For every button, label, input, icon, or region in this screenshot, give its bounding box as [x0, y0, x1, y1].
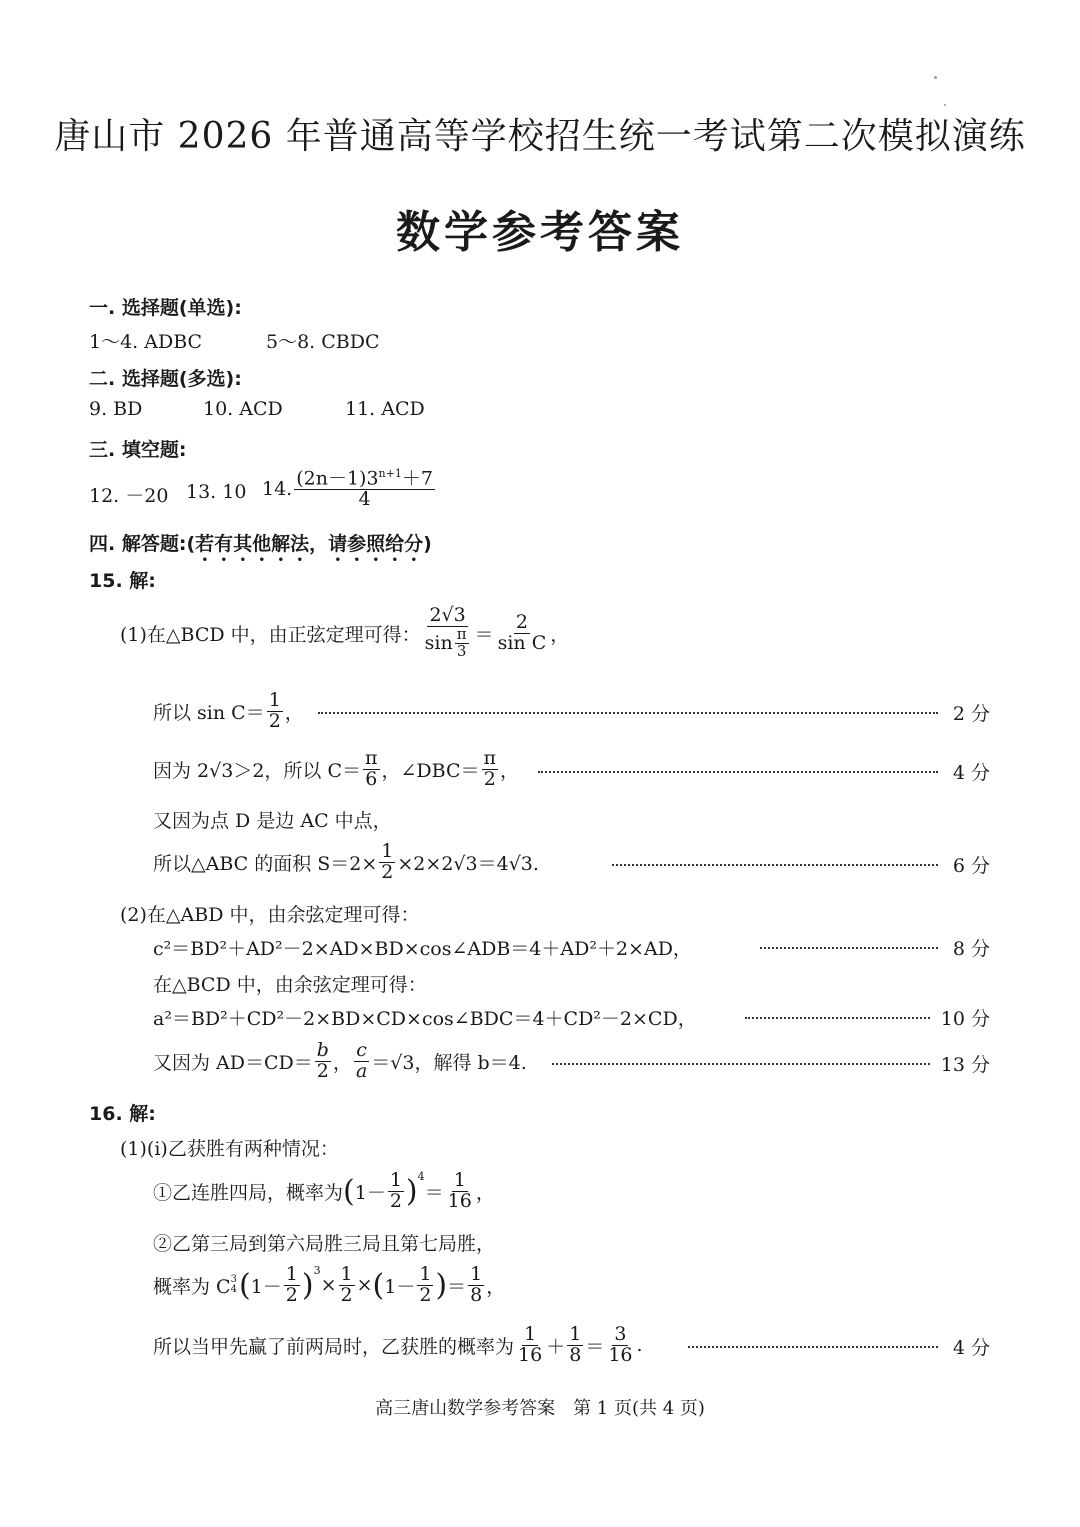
q16-l4-exp: 3 [313, 1264, 321, 1277]
answer-11: 11. ACD [345, 398, 425, 420]
q15-l10-f2-den [354, 1059, 369, 1082]
section-heading-multi-choice: 二. 选择题(多选): [89, 368, 242, 390]
q15-l2-num: 1 [268, 688, 281, 711]
q15-l10-f1-num-var: b [316, 1038, 329, 1061]
q16-l2-end: ， [475, 1181, 495, 1204]
section-heading-solutions [89, 529, 432, 566]
q15-p1-left-den [423, 627, 473, 660]
q15-l2-den: 2 [268, 709, 281, 732]
q16-line-total-prob [153, 1321, 643, 1369]
q16-l4-in1: 1－ [250, 1275, 282, 1298]
q15-l10-f2-num [354, 1038, 369, 1062]
q15-p1-right-num: 2 [515, 610, 528, 633]
q15-l3-f1-den: 6 [365, 767, 378, 790]
q16-l4-eq: ＝ [447, 1275, 467, 1298]
q16-l4-fraction2 [339, 1262, 355, 1306]
q15-p1-pi-over-3 [455, 627, 469, 660]
q16-l2-result [446, 1168, 474, 1212]
q16-l2-lparen: ( [343, 1173, 355, 1209]
q15-l5-fraction [379, 839, 395, 883]
q16-l4-f3-den: 2 [419, 1283, 432, 1306]
q15-l9-score: 10 分 [940, 1008, 990, 1030]
q16-l4-in2: 1－ [384, 1275, 416, 1298]
q15-l10-f1-den: 2 [316, 1059, 329, 1082]
q16-l4-fraction1 [284, 1262, 300, 1306]
q16-l4-times2: × [356, 1274, 373, 1296]
q15-line-cosine-ABD: c²＝BD²＋AD²－2×AD×BD×cos∠ADB＝4＋AD²＋2×AD， [153, 938, 692, 960]
q16-l2-f-num: 1 [389, 1168, 402, 1191]
q16-l5-fraction3 [606, 1322, 634, 1366]
q16-line-case1 [153, 1166, 495, 1216]
q15-line-solve-b [153, 1038, 527, 1084]
q15-l9-leader [745, 1017, 930, 1019]
q16-l5-leader [688, 1346, 938, 1348]
answer-9: 9. BD [89, 398, 143, 420]
q15-line-midpoint: 又因为点 D 是边 AC 中点， [153, 810, 392, 832]
q15-l10-fraction2 [354, 1038, 369, 1082]
q15-p1-pi: π [456, 625, 467, 644]
q16-l2-in: 1－ [354, 1181, 386, 1204]
q15-l3-fraction2 [482, 746, 499, 790]
q16-l4-times: × [320, 1274, 337, 1296]
q16-l5-fraction1 [516, 1322, 544, 1366]
q15-p1-right-den: sin C [497, 631, 547, 654]
q15-l5-num: 1 [381, 839, 394, 862]
q16-l4-result [468, 1262, 484, 1306]
answer-14-num-base: (2n－1)3 [296, 467, 379, 490]
q15-l5-post: ×2×2√3＝4√3. [397, 852, 539, 875]
q16-l4-fraction3 [417, 1262, 433, 1306]
section-heading-single-choice: 一. 选择题(单选): [89, 297, 242, 319]
q16-l4-end: ， [486, 1275, 506, 1298]
q16-l5-f1-num: 1 [524, 1322, 537, 1345]
q16-l5-eq: ＝ [585, 1335, 605, 1358]
answer-1-4: 1～4. ADBC [89, 331, 203, 353]
q16-l5-f1-den: 16 [518, 1343, 543, 1366]
q16-l5-f2-num: 1 [569, 1322, 582, 1345]
q16-l4-f3-num: 1 [419, 1262, 432, 1285]
q16-l4-r-den: 8 [470, 1283, 483, 1306]
q16-l5-fraction2 [567, 1322, 583, 1366]
q15-l2-fraction [267, 688, 283, 732]
answer-14-denominator: 4 [358, 488, 371, 511]
answer-14-prefix: 14. [262, 478, 293, 501]
answer-14-fraction [294, 468, 435, 510]
scan-speck [934, 76, 937, 79]
q15-l3-score: 4 分 [952, 762, 990, 784]
q15-l3-f2-num: π [483, 746, 497, 769]
q16-l4-c-sub: 4 [230, 1284, 237, 1295]
answer-14-numerator [294, 468, 435, 490]
q16-l4-f1-num: 1 [285, 1262, 298, 1285]
q15-line-sinC [153, 688, 304, 734]
q16-l5-pre: 所以当甲先赢了前两局时，乙获胜的概率为 [153, 1335, 515, 1358]
q16-l5-score: 4 分 [952, 1337, 990, 1359]
q16-l5-f3-den: 16 [608, 1343, 633, 1366]
q15-line-C-angle [153, 746, 519, 792]
page-subtitle: 数学参考答案 [396, 207, 684, 258]
q15-l5-leader [612, 864, 938, 866]
q15-l3-f2-den: 2 [483, 767, 496, 790]
q15-p1-eq: ＝ [474, 623, 494, 646]
q15-l10-fraction1 [315, 1038, 331, 1082]
q15-l3-mid: ，∠DBC＝ [381, 759, 480, 782]
q16-l4-f2-num: 1 [340, 1262, 353, 1285]
q16-l4-combination-indices [231, 1275, 237, 1295]
section-heading-fill-blank: 三. 填空题: [89, 439, 187, 461]
q15-p1-fraction-left [423, 606, 473, 659]
q15-l3-f1-num: π [365, 746, 378, 769]
q15-p1-end: ， [550, 623, 570, 646]
section4-note: (若有其他解法，请参照给分) [186, 533, 432, 555]
q16-l4-r-num: 1 [470, 1262, 483, 1285]
section4-heading-text: 四. 解答题: [89, 533, 187, 555]
q15-l5-score: 6 分 [952, 855, 990, 877]
q16-l2-r-num: 1 [453, 1168, 466, 1191]
q15-l3-fraction1 [363, 746, 380, 790]
q15-l3-pre: 因为 2√3＞2，所以 C＝ [153, 759, 361, 782]
q15-l2-leader [318, 712, 938, 714]
q15-l5-den: 2 [381, 860, 394, 883]
q16-l4-f1-den: 2 [285, 1283, 298, 1306]
page-footer: 高三唐山数学参考答案 第 1 页(共 4 页) [375, 1398, 705, 1419]
q15-l3-end: ， [500, 759, 520, 782]
q15-l2-score: 2 分 [952, 703, 990, 725]
q15-l10-leader [552, 1063, 930, 1065]
q15-line-cosine-BCD: a²＝BD²＋CD²－2×BD×CD×cos∠BDC＝4＋CD²－2×CD， [153, 1008, 697, 1030]
q15-l7-leader [760, 947, 938, 949]
q16-l4-pre: 概率为 C [153, 1275, 231, 1298]
answer-10: 10. ACD [203, 398, 283, 420]
q16-l5-plus: ＋ [546, 1335, 566, 1358]
q16-label: 16. 解: [89, 1103, 156, 1125]
q16-line-case2: ②乙第三局到第六局胜三局且第七局胜， [153, 1233, 496, 1255]
q15-l2-end: ， [284, 701, 304, 724]
q16-line-cases: (1)(i)乙获胜有两种情况： [120, 1138, 339, 1160]
q15-part1-intro [120, 598, 569, 668]
q16-l2-r-den: 16 [447, 1189, 472, 1212]
q16-l2-eq: ＝ [424, 1181, 444, 1204]
answer-5-8: 5～8. CBDC [266, 331, 380, 353]
q15-l10-mid: ， [332, 1051, 352, 1074]
q16-l2-f-den: 2 [389, 1189, 402, 1212]
q16-l4-rparen2: ) [435, 1267, 448, 1303]
q15-l3-leader [538, 771, 938, 773]
q15-l10-score: 13 分 [940, 1054, 990, 1076]
q16-line-case2-prob [153, 1260, 505, 1310]
q16-l2-rparen: ) [405, 1173, 418, 1209]
q16-l4-rparen1: ) [301, 1267, 314, 1303]
q15-l2-pre: 所以 sin C＝ [153, 701, 265, 724]
q16-l4-lparen1: ( [238, 1267, 251, 1303]
q16-l4-lparen2: ( [372, 1267, 385, 1303]
page-title: 唐山市 2026 年普通高等学校招生统一考试第二次模拟演练 [54, 116, 1026, 157]
answer-12: 12. －20 [89, 485, 169, 507]
q16-l2-fraction [388, 1168, 404, 1212]
q15-l10-f1-num [315, 1038, 331, 1062]
q15-p1-three: 3 [456, 641, 467, 660]
q15-l10-post: ＝√3，解得 b＝4. [371, 1051, 527, 1074]
q16-l4-f2-den: 2 [340, 1283, 353, 1306]
q16-l5-end: . [636, 1334, 643, 1356]
q16-l2-exp: 4 [417, 1170, 425, 1183]
q16-l5-f2-den: 8 [569, 1343, 582, 1366]
q15-p1-intro-text: (1)在△BCD 中，由正弦定理可得： [120, 623, 421, 646]
q16-l5-f3-num: 3 [614, 1322, 627, 1345]
q15-p1-fraction-right [496, 610, 549, 654]
scan-speck [944, 104, 946, 106]
answer-14-num-tail: ＋7 [401, 467, 433, 490]
q16-l4-c-sup: 3 [230, 1274, 237, 1285]
q15-l7-score: 8 分 [952, 938, 990, 960]
q15-p1-left-den-sin: sin [424, 631, 453, 654]
answer-13: 13. 10 [186, 481, 247, 503]
q15-l10-f2-den-var: a [355, 1059, 368, 1082]
q15-line-area [153, 839, 539, 885]
q15-l10-pre: 又因为 AD＝CD＝ [153, 1051, 313, 1074]
q15-l10-f2-num-var: c [356, 1038, 367, 1061]
q15-l5-pre: 所以△ABC 的面积 S＝2× [153, 852, 378, 875]
q15-label: 15. 解: [89, 570, 156, 592]
q15-part2-intro: (2)在△ABD 中，由余弦定理可得： [120, 904, 420, 926]
q15-p1-left-num: 2√3 [429, 604, 466, 627]
q16-l2-pre: ①乙连胜四局，概率为 [153, 1181, 344, 1204]
answer-14 [262, 468, 437, 510]
q15-line-cosine-intro-BCD: 在△BCD 中，由余弦定理可得： [153, 974, 427, 996]
answer-14-exponent: n+1 [378, 467, 402, 480]
